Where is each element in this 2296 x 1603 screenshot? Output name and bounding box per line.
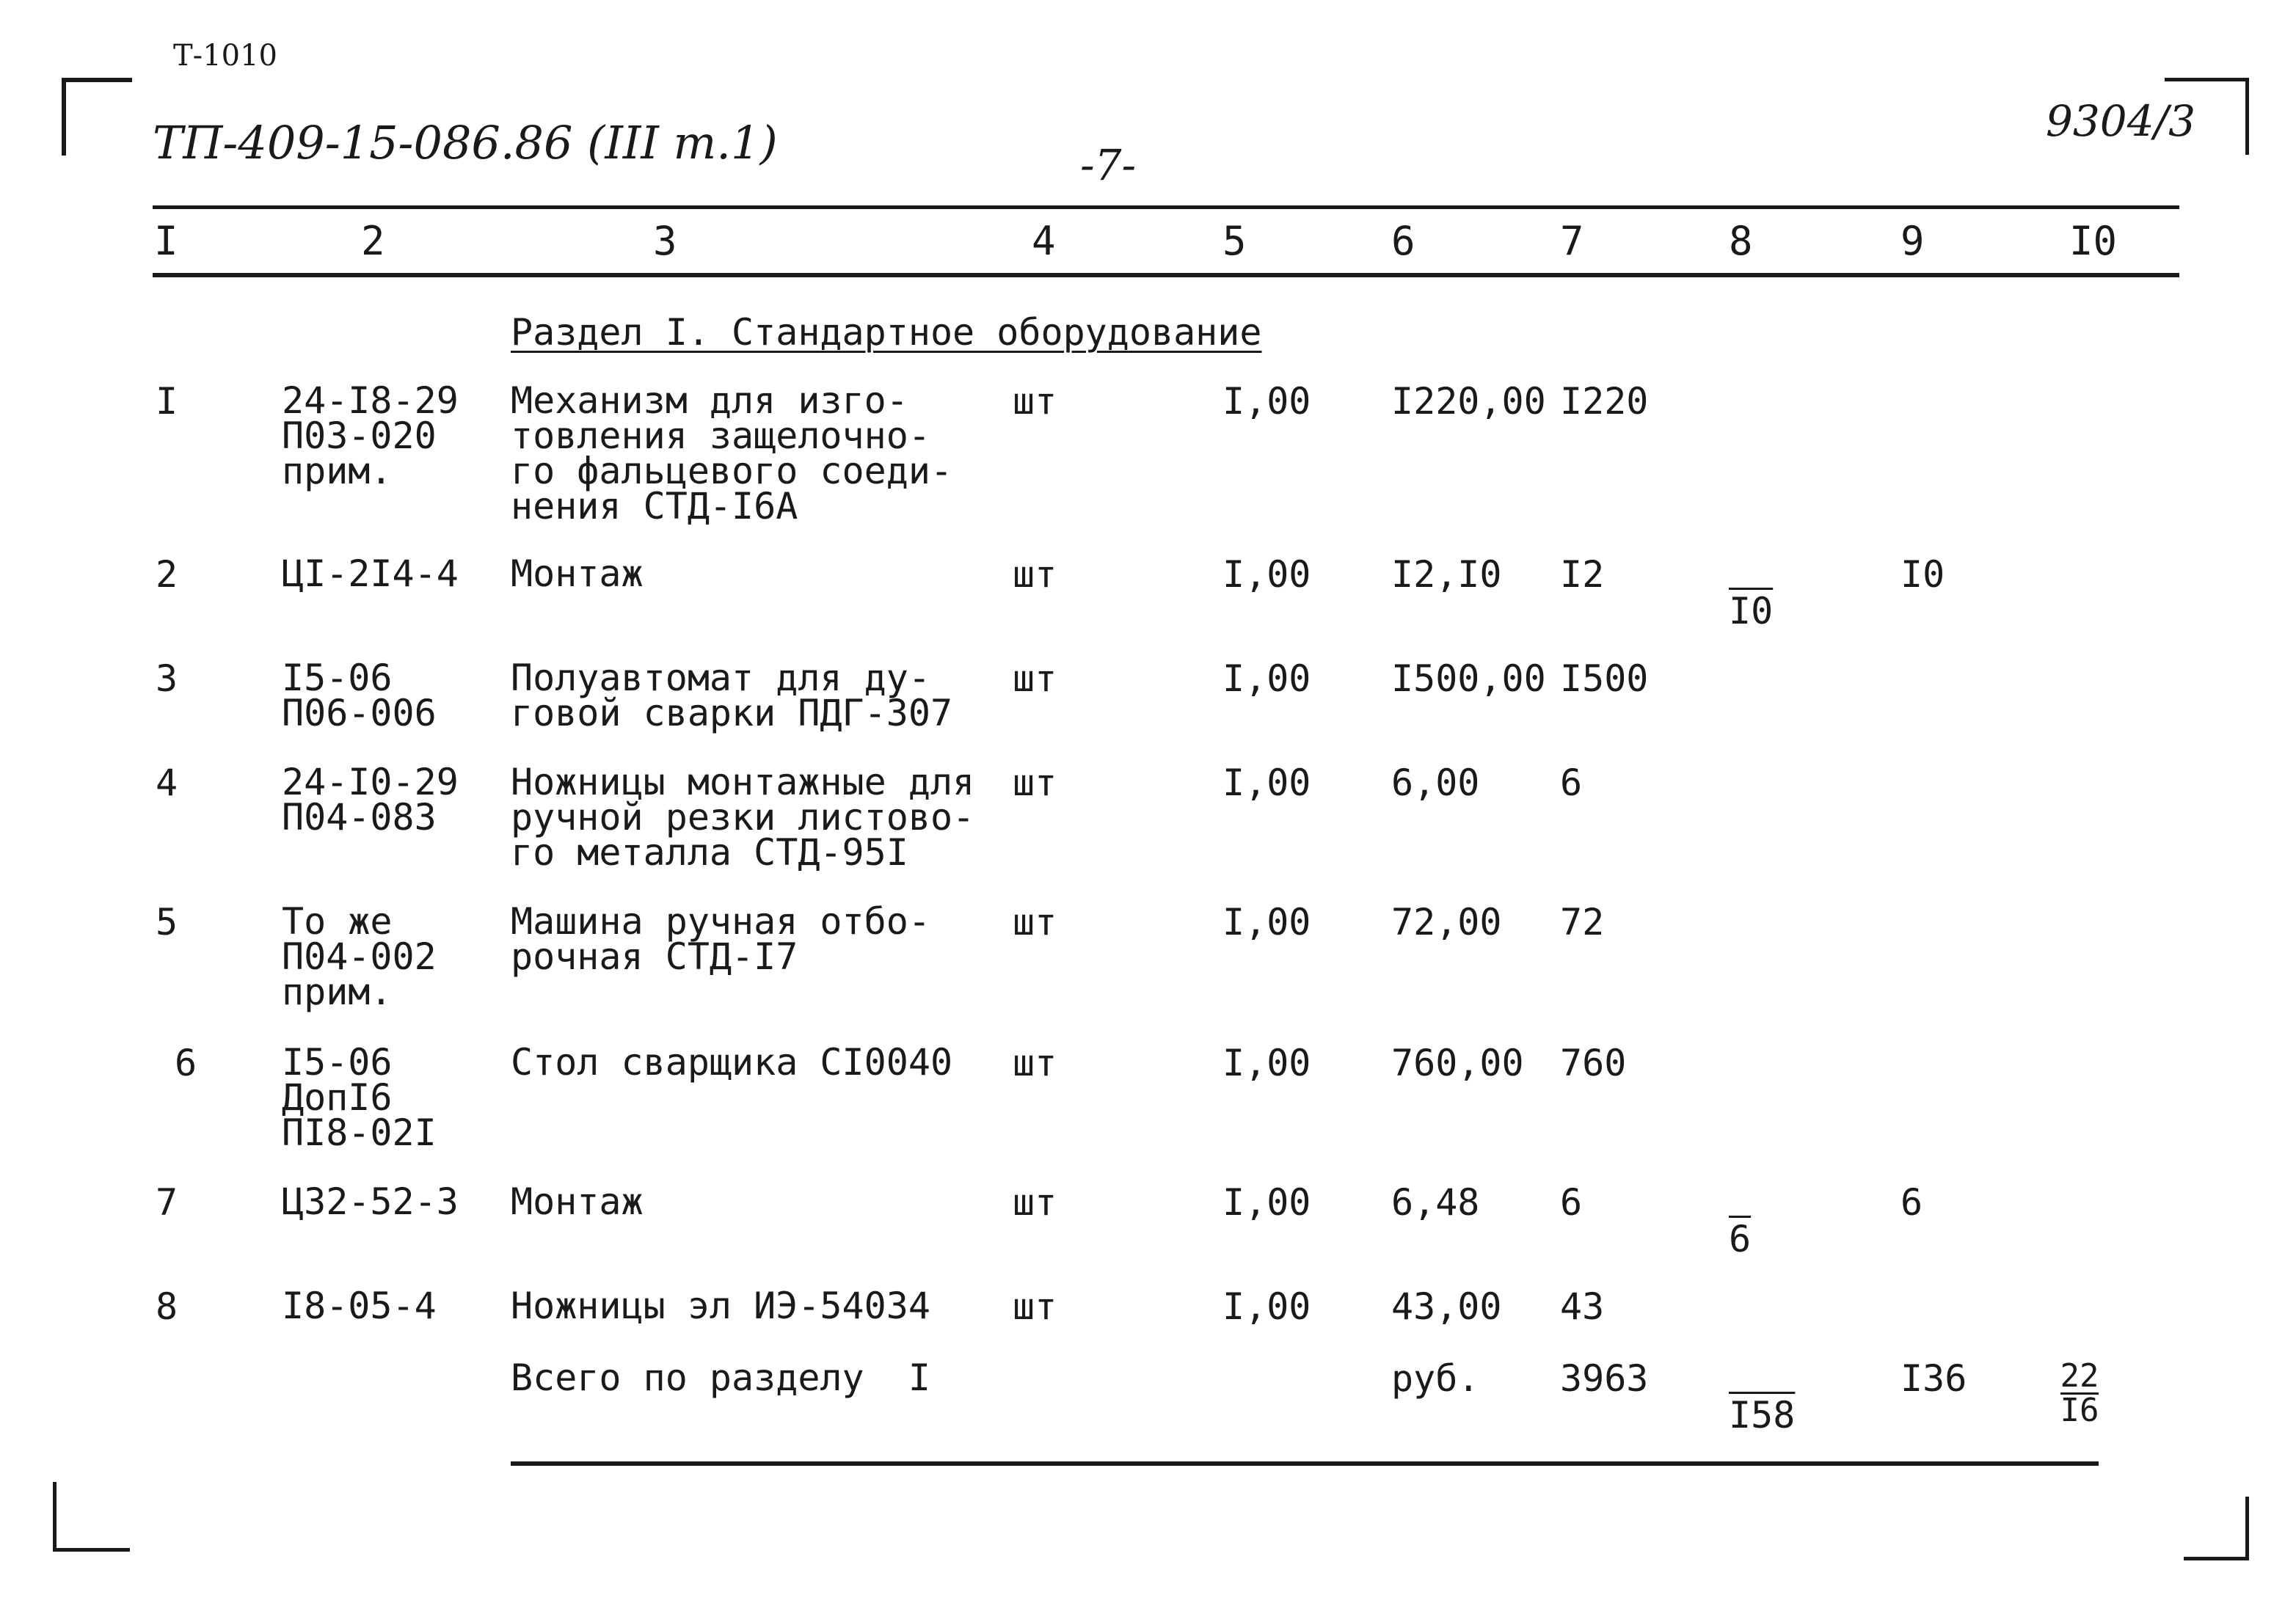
row-col9: I0 — [1900, 553, 1945, 596]
row-unit: шт — [1013, 1285, 1057, 1328]
total-col10-bottom: I6 — [2060, 1392, 2099, 1429]
row-total: 72 — [1560, 901, 1605, 943]
row-name: Механизм для изго- товления защелочно- го фальцевого соеди- нения СТД-I6А — [511, 379, 953, 527]
row-qty: I,00 — [1222, 657, 1311, 700]
row-number: 2 — [156, 553, 178, 596]
total-col8: I58 — [1729, 1394, 1796, 1436]
column-header-2: 2 — [361, 218, 385, 264]
total-sum: 3963 — [1560, 1357, 1649, 1400]
row-total: 43 — [1560, 1285, 1605, 1328]
row-unit: шт — [1013, 1042, 1057, 1084]
row-number: 3 — [156, 657, 178, 700]
row-unit: шт — [1013, 657, 1057, 700]
row-unit: шт — [1013, 901, 1057, 943]
row-qty: I,00 — [1222, 1181, 1311, 1224]
column-header-5: 5 — [1222, 218, 1247, 264]
row-col8: I0 — [1729, 590, 1774, 632]
row-price: 6,48 — [1391, 1181, 1480, 1224]
row-qty: I,00 — [1222, 901, 1311, 943]
row-qty: I,00 — [1222, 1042, 1311, 1084]
total-unit: руб. — [1391, 1357, 1480, 1400]
row-total: 760 — [1560, 1042, 1627, 1084]
row-total: 6 — [1560, 762, 1583, 804]
row-number: 5 — [156, 901, 178, 943]
column-header-6: 6 — [1391, 218, 1415, 264]
section-title: Раздел I. Стандартное оборудование — [511, 311, 1262, 354]
row-total: I2 — [1560, 553, 1605, 596]
row-qty: I,00 — [1222, 762, 1311, 804]
row-number: 8 — [156, 1285, 178, 1328]
row-price: 760,00 — [1391, 1042, 1524, 1084]
row-number: 7 — [156, 1181, 178, 1224]
row-code: Ц32-52-3 — [282, 1180, 459, 1223]
row-code: I5-06 П06-006 — [282, 657, 437, 734]
column-header-8: 8 — [1729, 218, 1753, 264]
total-col10 — [2050, 1357, 2109, 1429]
row-price: I2,I0 — [1391, 553, 1502, 596]
header-rule-bottom — [153, 273, 2179, 277]
row-unit: шт — [1013, 553, 1057, 596]
row-price: 43,00 — [1391, 1285, 1502, 1328]
header-rule-top — [153, 205, 2179, 209]
row-price: 6,00 — [1391, 762, 1480, 804]
form-code: Т-1010 — [173, 39, 277, 73]
row-code: I5-06 ДопI6 ПI8-02I — [282, 1041, 437, 1154]
row-name: Полуавтомат для ду- говой сварки ПДГ-307 — [511, 657, 953, 734]
row-name: Машина ручная отбо- рочная СТД-I7 — [511, 900, 930, 978]
row-code: 24-I8-29 П03-020 прим. — [282, 379, 459, 492]
row-price: 72,00 — [1391, 901, 1502, 943]
corner-bracket-top-left — [62, 78, 132, 156]
total-col10-top: 22 — [2060, 1357, 2099, 1395]
column-header-3: 3 — [653, 218, 677, 264]
row-total: 6 — [1560, 1181, 1583, 1224]
column-header-9: 9 — [1900, 218, 1925, 264]
row-code: То же П04-002 прим. — [282, 900, 437, 1013]
row-number: I — [156, 380, 178, 423]
row-name: Ножницы эл ИЭ-54034 — [511, 1285, 930, 1327]
row-qty: I,00 — [1222, 553, 1311, 596]
column-header-1: I — [154, 218, 178, 264]
row-unit: шт — [1013, 380, 1057, 423]
row-code: 24-I0-29 П04-083 — [282, 761, 459, 839]
row-total: I500 — [1560, 657, 1649, 700]
page-number: -7- — [1080, 140, 1137, 190]
column-header-4: 4 — [1032, 218, 1056, 264]
row-number: 4 — [156, 762, 178, 804]
row-unit: шт — [1013, 1181, 1057, 1224]
row-price: I500,00 — [1391, 657, 1546, 700]
column-header-7: 7 — [1560, 218, 1584, 264]
row-name: Ножницы монтажные для ручной резки листово- го металла СТД-95I — [511, 761, 975, 874]
row-name: Монтаж — [511, 1180, 644, 1223]
row-code: I8-05-4 — [282, 1285, 437, 1327]
column-header-10: I0 — [2069, 218, 2118, 264]
row-unit: шт — [1013, 762, 1057, 804]
row-col8: 6 — [1729, 1218, 1752, 1260]
total-col9: I36 — [1900, 1357, 1967, 1400]
corner-bracket-bottom-right — [2184, 1497, 2249, 1560]
row-price: I220,00 — [1391, 380, 1546, 423]
table-end-rule — [511, 1461, 2099, 1466]
corner-bracket-bottom-left — [53, 1482, 130, 1552]
row-name: Стол сварщика СI0040 — [511, 1041, 953, 1084]
row-name: Монтаж — [511, 552, 644, 595]
row-number: 6 — [175, 1042, 197, 1084]
row-qty: I,00 — [1222, 1285, 1311, 1328]
total-label: Всего по разделу I — [511, 1356, 930, 1399]
row-qty: I,00 — [1222, 380, 1311, 423]
row-total: I220 — [1560, 380, 1649, 423]
row-code: ЦI-2I4-4 — [282, 552, 459, 595]
document-number: ТП-409-15-086.86 (III т.1) — [153, 116, 778, 169]
row-col9: 6 — [1900, 1181, 1923, 1224]
archive-number: 9304/3 — [2046, 96, 2196, 146]
